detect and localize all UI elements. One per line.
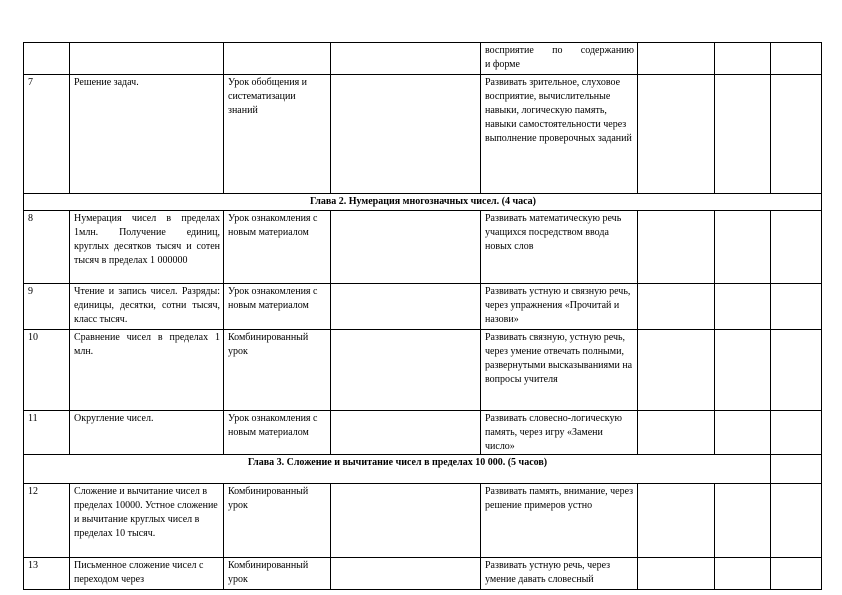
cell-empty bbox=[715, 211, 771, 284]
cell-empty bbox=[638, 75, 715, 194]
cell-empty bbox=[771, 558, 822, 590]
cell-empty bbox=[715, 558, 771, 590]
lesson-number: 9 bbox=[24, 284, 70, 330]
chapter-row bbox=[24, 194, 822, 211]
lesson-goal: Развивать связную, устную речь, через умение отвечать полными, развернутыми высказываниями на вопросы учителя bbox=[481, 330, 638, 411]
cell-empty bbox=[638, 43, 715, 75]
cell-empty bbox=[715, 484, 771, 558]
cell-empty bbox=[771, 411, 822, 455]
lesson-goal: Развивать зрительное, слуховое восприятие, вычислительные навыки, логическую память, навыки самостоятельности через выполнение проверочных заданий bbox=[481, 75, 638, 194]
cell-empty bbox=[771, 43, 822, 75]
lesson-topic: Сравнение чисел в пределах 1 млн. bbox=[70, 330, 224, 411]
chapter-row bbox=[24, 455, 822, 484]
cell-empty bbox=[331, 484, 481, 558]
table-row bbox=[24, 558, 822, 590]
goal-continued-line1: восприятие по содержанию bbox=[485, 45, 634, 56]
chapter-heading: Глава 2. Нумерация многозначных чисел. (4 часа) bbox=[24, 194, 822, 211]
lesson-number: 7 bbox=[24, 75, 70, 194]
lesson-topic: Округление чисел. bbox=[70, 411, 224, 455]
lesson-goal: Развивать устную и связную речь, через упражнения «Прочитай и назови» bbox=[481, 284, 638, 330]
lesson-number: 10 bbox=[24, 330, 70, 411]
cell-empty bbox=[638, 411, 715, 455]
table-row bbox=[24, 75, 822, 194]
goal-continued-line2: и форме bbox=[485, 59, 520, 70]
lesson-goal: Развивать память, внимание, через решение примеров устно bbox=[481, 484, 638, 558]
table-row bbox=[24, 484, 822, 558]
cell-empty bbox=[331, 558, 481, 590]
cell-goal bbox=[481, 43, 638, 75]
cell-empty bbox=[638, 284, 715, 330]
cell-empty bbox=[331, 411, 481, 455]
cell-empty bbox=[331, 284, 481, 330]
cell-empty bbox=[771, 330, 822, 411]
cell-empty bbox=[715, 411, 771, 455]
lesson-topic: Письменное сложение чисел с переходом через bbox=[70, 558, 224, 590]
cell-empty bbox=[331, 211, 481, 284]
cell-empty bbox=[771, 455, 822, 484]
lesson-type: Комбинированный урок bbox=[224, 558, 331, 590]
table-row bbox=[24, 211, 822, 284]
lesson-topic: Сложение и вычитание чисел в пределах 10000. Устное сложение и вычитание круглых чисел в пределах 10 тысяч. bbox=[70, 484, 224, 558]
table-row-continued bbox=[24, 43, 822, 75]
cell-empty bbox=[638, 330, 715, 411]
lesson-plan-table bbox=[23, 42, 822, 590]
cell-empty bbox=[331, 330, 481, 411]
lesson-type: Комбинированный урок bbox=[224, 484, 331, 558]
cell-empty bbox=[771, 211, 822, 284]
cell-empty bbox=[331, 43, 481, 75]
cell-num bbox=[24, 43, 70, 75]
table-row bbox=[24, 330, 822, 411]
cell-empty bbox=[638, 558, 715, 590]
table-row bbox=[24, 411, 822, 455]
cell-empty bbox=[771, 284, 822, 330]
lesson-goal: Развивать математическую речь учащихся посредством ввода новых слов bbox=[481, 211, 638, 284]
lesson-number: 12 bbox=[24, 484, 70, 558]
cell-empty bbox=[715, 330, 771, 411]
cell-empty bbox=[771, 75, 822, 194]
lesson-topic: Нумерация чисел в пределах 1млн. Получение единиц, круглых десятков тысяч и сотен тысяч в пределах 1 000000 bbox=[70, 211, 224, 284]
lesson-topic: Решение задач. bbox=[70, 75, 224, 194]
cell-topic bbox=[70, 43, 224, 75]
table-row bbox=[24, 284, 822, 330]
lesson-type: Комбинированный урок bbox=[224, 330, 331, 411]
lesson-goal: Развивать устную речь, через умение давать словесный bbox=[481, 558, 638, 590]
cell-empty bbox=[331, 75, 481, 194]
cell-empty bbox=[638, 484, 715, 558]
cell-type bbox=[224, 43, 331, 75]
lesson-type: Урок обобщения и систематизации знаний bbox=[224, 75, 331, 194]
lesson-type: Урок ознакомления с новым материалом bbox=[224, 211, 331, 284]
lesson-goal: Развивать словесно-логическую память, через игру «Замени число» bbox=[481, 411, 638, 455]
cell-empty bbox=[715, 43, 771, 75]
lesson-type: Урок ознакомления с новым материалом bbox=[224, 284, 331, 330]
lesson-type: Урок ознакомления с новым материалом bbox=[224, 411, 331, 455]
chapter-heading: Глава 3. Сложение и вычитание чисел в пределах 10 000. (5 часов) bbox=[24, 455, 771, 484]
lesson-number: 13 bbox=[24, 558, 70, 590]
cell-empty bbox=[715, 75, 771, 194]
cell-empty bbox=[715, 284, 771, 330]
cell-empty bbox=[638, 211, 715, 284]
lesson-number: 11 bbox=[24, 411, 70, 455]
lesson-number: 8 bbox=[24, 211, 70, 284]
cell-empty bbox=[771, 484, 822, 558]
lesson-topic: Чтение и запись чисел. Разряды: единицы, десятки, сотни тысяч, класс тысяч. bbox=[70, 284, 224, 330]
